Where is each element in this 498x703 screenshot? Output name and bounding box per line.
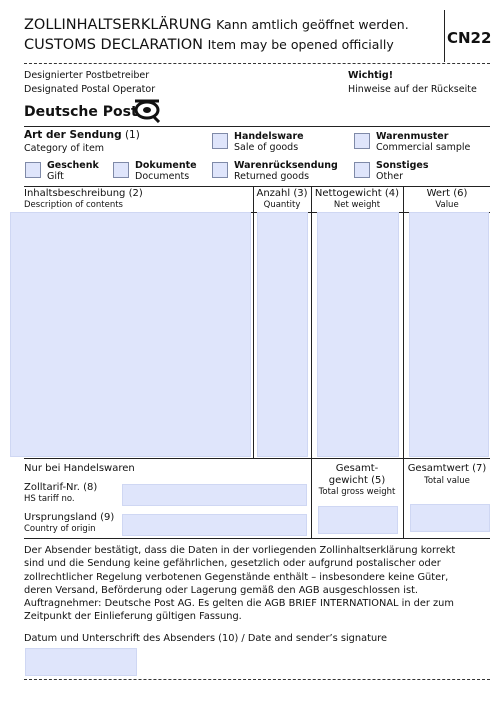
important-label: Wichtig! [348, 70, 394, 81]
option-label-de: Handelsware [234, 131, 304, 142]
declaration-line: Der Absender bestätigt, dass die Daten in der vorliegenden Zollinhaltserklärung korrekt [24, 545, 456, 556]
declaration-text [24, 544, 490, 624]
important-text: Hinweise auf der Rückseite [348, 84, 477, 95]
operator-label-de: Designierter Postbetreiber [24, 70, 150, 81]
subtitle-de: Kann amtlich geöffnet werden. [216, 17, 409, 32]
option-label-de: Sonstiges [376, 160, 429, 171]
top-dashed-divider [24, 63, 490, 64]
origin-label-en: Country of origin [24, 524, 96, 534]
category-label-num: (1) [124, 129, 140, 141]
tariff-label-de: Zolltarif-Nr. (8) [24, 482, 98, 493]
column-divider [311, 186, 312, 458]
option-label-de: Dokumente [135, 160, 197, 171]
subtitle-en: Item may be opened officially [207, 37, 394, 52]
form-code-divider [444, 10, 445, 62]
value-field[interactable] [409, 212, 489, 457]
category-label-text: Art der Sendung [24, 129, 122, 141]
option-label-en: Sale of goods [234, 142, 299, 153]
checkbox-other[interactable] [354, 162, 370, 178]
declaration-line: sind und die Sendung keine gefährlichen, gesetzlich oder aufgrund postalischer oder [24, 558, 441, 570]
signature-field[interactable] [25, 648, 137, 676]
declaration-line: Zeitpunkt der Einlieferung gültigen Fassung. [24, 611, 242, 623]
option-label-en: Returned goods [234, 171, 310, 182]
net-weight-field[interactable] [317, 212, 399, 457]
desc-header-en: Description of contents [24, 200, 123, 210]
value-header-de: Wert (6) [426, 188, 468, 199]
checkbox-gift[interactable] [25, 162, 41, 178]
checkbox-documents[interactable] [113, 162, 129, 178]
declaration-line: Auftragnehmer: Deutsche Post AG. Es gelten die AGB BRIEF INTERNATIONAL in der zum [24, 598, 454, 610]
hs-tariff-field[interactable] [122, 484, 307, 506]
checkbox-commercial-sample[interactable] [354, 133, 370, 149]
contents-top-border [24, 186, 490, 187]
category-label-en: Category of item [24, 143, 105, 154]
post-horn-icon [132, 97, 162, 123]
column-divider [403, 186, 404, 458]
gross-weight-label-de-1: Gesamt- [335, 463, 379, 474]
signature-label: Datum und Unterschrift des Absenders (10) / Date and sender’s signature [24, 633, 387, 644]
qty-header-de: Anzahl (3) [256, 188, 308, 199]
form-code: CN22 [447, 29, 492, 47]
total-value-label-de: Gesamtwert (7) [407, 463, 487, 474]
value-header-en: Value [435, 200, 459, 210]
total-gross-weight-field[interactable] [318, 506, 398, 534]
option-label-en: Other [376, 171, 403, 182]
column-divider [253, 186, 254, 458]
declaration-line: deren Versand, Beförderung oder Lagerung gemäß den AGB ausgeschlossen ist. [24, 584, 419, 596]
description-field[interactable] [10, 212, 251, 457]
net-header-de: Nettogewicht (4) [314, 188, 400, 199]
commercial-top-border [24, 458, 490, 459]
country-of-origin-field[interactable] [122, 514, 307, 536]
commercial-label: Nur bei Handelswaren [24, 463, 135, 474]
qty-header-en: Quantity [263, 200, 301, 210]
origin-label-de: Ursprungsland (9) [24, 512, 115, 523]
category-label-de [24, 129, 140, 142]
option-label-de: Warenmuster [376, 131, 449, 142]
title-en: CUSTOMS DECLARATION [24, 37, 203, 53]
category-top-border [24, 126, 490, 127]
option-label-en: Gift [47, 171, 64, 182]
desc-header-de: Inhaltsbeschreibung (2) [24, 188, 143, 199]
option-label-en: Commercial sample [376, 142, 471, 153]
title-en-row [24, 36, 394, 54]
declaration-line: zollrechtlicher Regelung verbotenen Gegenstände enthält – insbesondere keine Güter, [24, 571, 449, 583]
quantity-field[interactable] [257, 212, 308, 457]
operator-label-en: Designated Postal Operator [24, 84, 156, 95]
total-value-field[interactable] [410, 504, 490, 532]
total-value-label-en: Total value [424, 476, 470, 486]
operator-name: Deutsche Post [24, 104, 138, 120]
gross-weight-label-de-2: gewicht (5) [328, 475, 386, 486]
net-header-en: Net weight [333, 200, 381, 210]
title-de-row [24, 16, 409, 34]
declaration-top-border [24, 538, 490, 539]
option-label-de: Warenrücksendung [234, 160, 338, 171]
title-de: ZOLLINHALTSERKLÄRUNG [24, 17, 212, 33]
checkbox-returned-goods[interactable] [212, 162, 228, 178]
option-label-en: Documents [135, 171, 190, 182]
tariff-label-en: HS tariff no. [24, 494, 75, 504]
gross-weight-label-en: Total gross weight [318, 487, 396, 497]
option-label-de: Geschenk [47, 160, 99, 171]
checkbox-sale-of-goods[interactable] [212, 133, 228, 149]
bottom-dashed-divider [24, 679, 490, 680]
